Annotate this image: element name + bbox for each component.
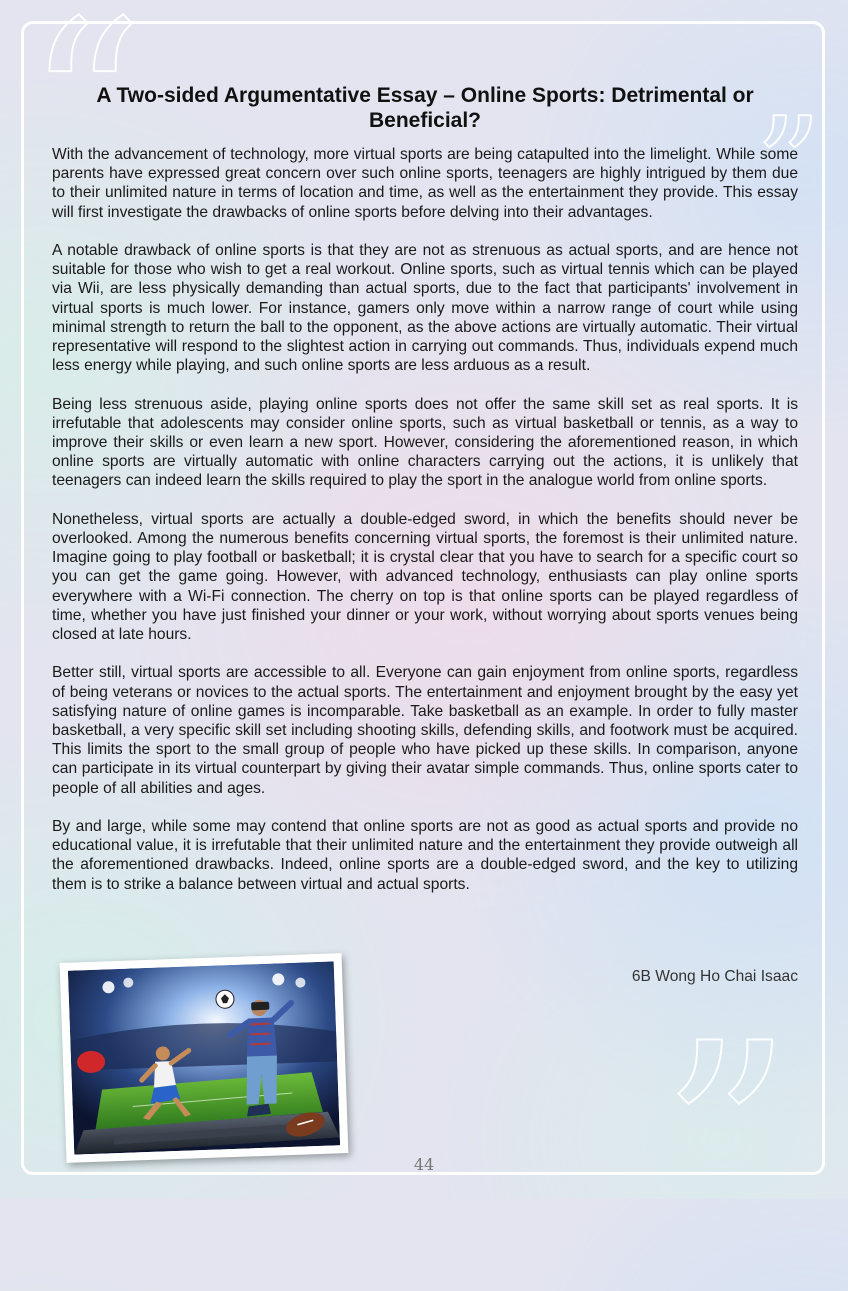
- paragraph-introduction: With the advancement of technology, more virtual sports are being catapulted into the limelight. While some parents have expressed great concern over such online sports, teenagers are highly intrigued by them due to their unlimited nature in terms of location and time, as well as the entertainment they provide. This essay will first investigate the drawbacks of online sports before delving into their advantages.: [52, 146, 798, 221]
- paragraph-conclusion: By and large, while some may contend that online sports are not as good as actual sports and provide no educational value, it is irrefutable that their unlimited nature and the entertainment they provide outweigh all the aforementioned drawbacks. Indeed, online sports are a double-edged sword, and the key to utilizing them is to strike a balance between virtual and actual sports.: [52, 818, 798, 893]
- paragraph-drawback-skills: Being less strenuous aside, playing online sports does not offer the same skill set as real sports. It is irrefutable that adolescents may consider online sports, such as virtual basketball or tennis, as a way to improve their skills or even learn a new sport. However, considering the aforementioned reason, in which online sports are virtually automatic with online characters carrying out the actions, it is unlikely that teenagers can indeed learn the skills required to play the sport in the analogue world from online sports.: [52, 395, 798, 490]
- paragraph-drawback-workout: A notable drawback of online sports is that they are not as strenuous as actual sports, and are hence not suitable for those who wish to get a real workout. Online sports, such as virtual tennis which can be played via Wii, are less physically demanding than actual sports, due to the fact that participants' involvement in virtual sports is much lower. For instance, gamers only move within a narrow range of court while using minimal strength to return the ball to the opponent, as the above actions are virtually automatic. Their virtual representative will respond to the slightest action in carrying out commands. Thus, individuals expend much less energy while playing, and such online sports are less arduous as a result.: [52, 242, 798, 375]
- paragraph-benefit-unlimited: Nonetheless, virtual sports are actually a double-edged sword, in which the benefits should never be overlooked. Among the numerous benefits concerning virtual sports, the foremost is their unlimited nature. Imagine going to play football or basketball; it is crystal clear that you have to search for a specific court so you can get the game going. However, with advanced technology, enthusiasts can play online sports everywhere with a Wi-Fi connection. The cherry on top is that online sports can be played regardless of time, whether you have just finished your dinner or your work, without worrying about sports venues being closed at late hours.: [52, 510, 798, 644]
- author-name: 6B Wong Ho Chai Isaac: [631, 968, 798, 985]
- essay-body: [52, 145, 798, 913]
- open-quote-decoration: “: [26, 0, 144, 240]
- page-number: 44: [413, 1155, 435, 1174]
- paragraph-benefit-accessible: Better still, virtual sports are accessible to all. Everyone can gain enjoyment from online sports, regardless of being veterans or novices to the actual sports. The entertainment and enjoyment brought by the easy yet satisfying nature of online games is incomparable. Take basketball as an example. In order to fully master basketball, a very specific skill set including shooting skills, defending skills, and footwork must be acquired. This limits the sport to the small group of people who have picked up these skills. In comparison, anyone can participate in its virtual counterpart by giving their avatar simple commands. Thus, online sports cater to people of all abilities and ages.: [52, 664, 798, 797]
- essay-title: A Two-sided Argumentative Essay – Online Sports: Detrimental or Beneficial?: [96, 84, 754, 132]
- close-quote-decoration-large: ”: [660, 989, 793, 1291]
- close-quote-decoration-small: ”: [755, 89, 822, 241]
- virtual-sports-photo: [60, 953, 349, 1163]
